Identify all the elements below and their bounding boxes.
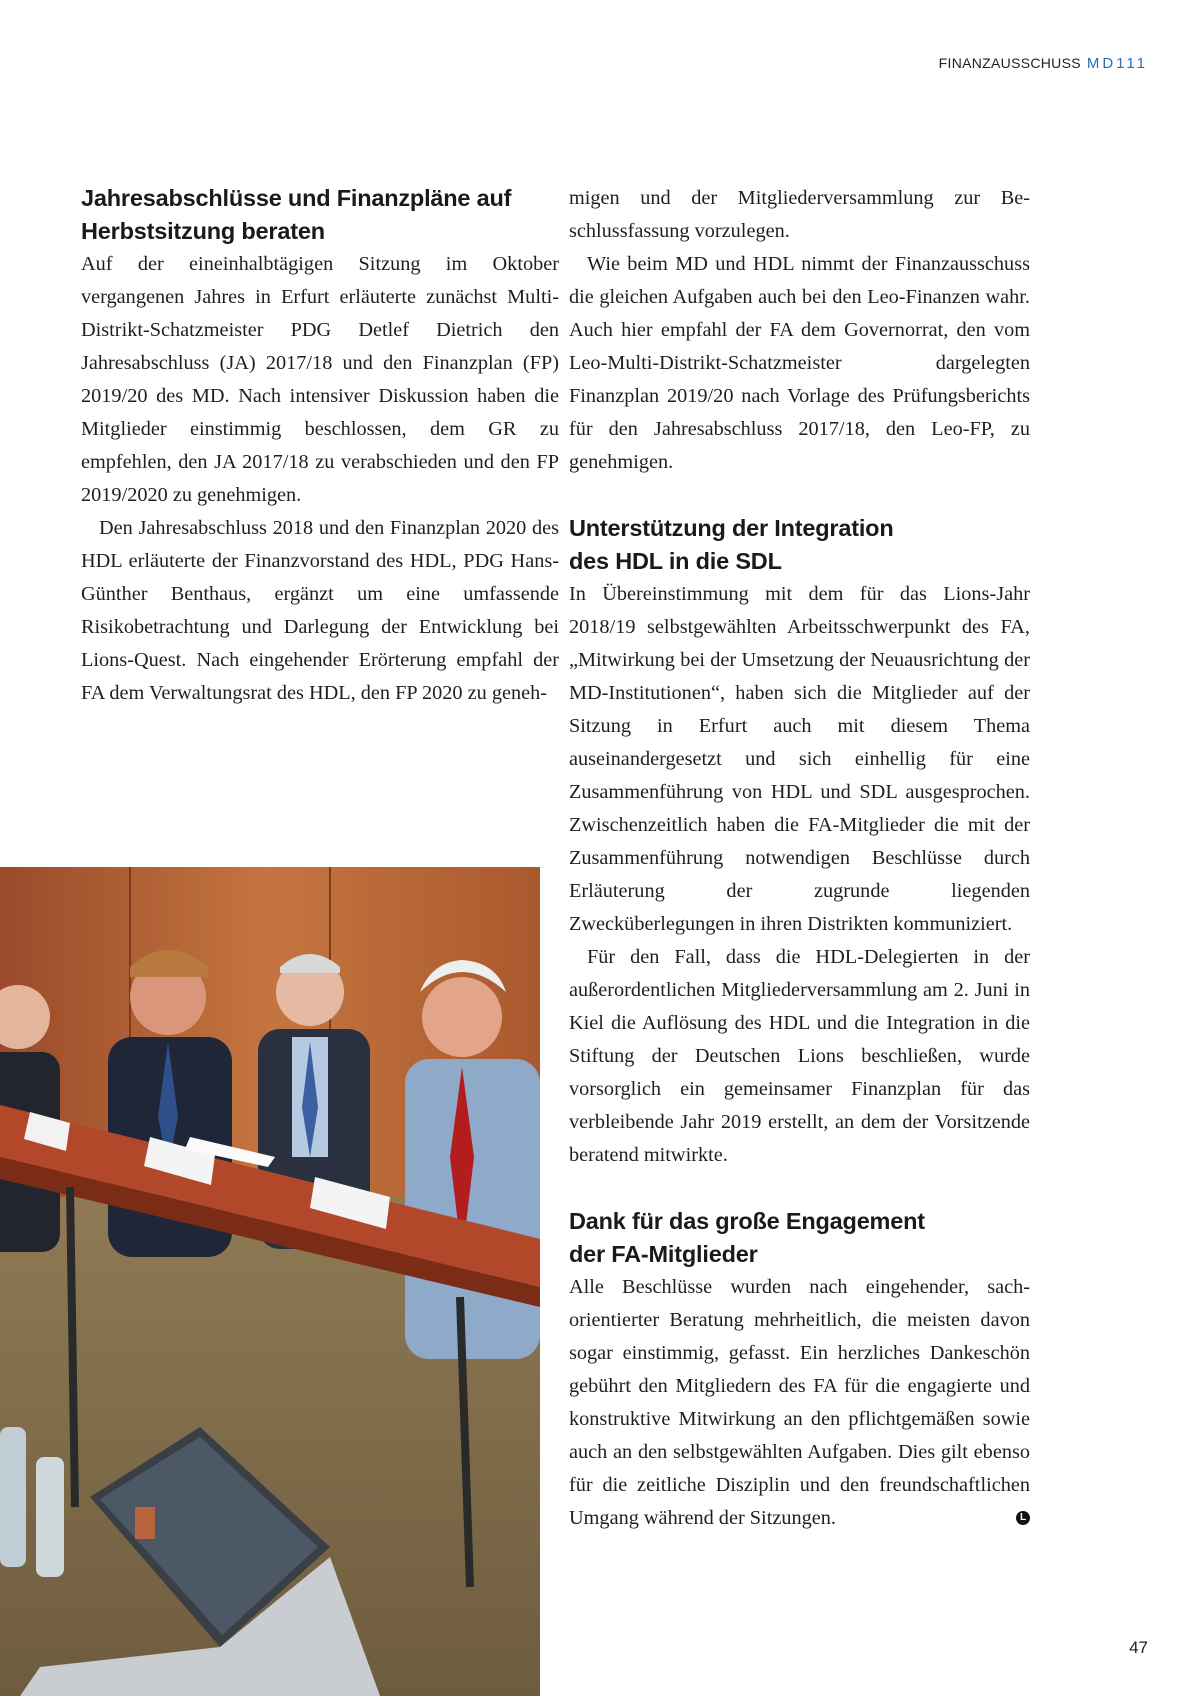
right-column: [569, 182, 1030, 1535]
section-heading-thanks: [569, 1205, 1030, 1271]
heading-line-2: Herbstsitzung beraten: [81, 218, 325, 244]
lions-end-icon: L: [1016, 1511, 1030, 1525]
paragraph-integration-1: In Übereinstimmung mit dem für das Lions-Jahr 2018/19 selbstgewählten Arbeitsschwerpunkt des FA, „Mitwirkung bei der Umsetzung der Neuausrichtung der MD-Institutionen“, haben sich die Mitglieder auf der Sitzung in Erfurt auch mit diesem Thema auseinandergesetzt und sich einhellig für eine Zusammenführung von HDL und SDL ausgesprochen. Zwischenzeitlich haben die FA-Mitglieder die mit der Zusammenführung notwendigen Beschlüsse durch Erläuterung der zugrunde liegenden Zwecküberlegungen in ihren Distrikten kommuniziert.: [569, 583, 1030, 935]
paragraph-continuation: migen und der Mitgliederversammlung zur Beschlussfassung vorzulegen.: [569, 187, 1030, 242]
heading-line-2: der FA-Mitglieder: [569, 1241, 758, 1267]
meeting-photo-illustration: [0, 867, 540, 1696]
heading-line-1: Unterstützung der Integration: [569, 515, 894, 541]
article-heading: [81, 182, 559, 248]
paragraph-2: Den Jahresabschluss 2018 und den Finanzplan 2020 des HDL erläuterte der Finanzvorstand des HDL, PDG Hans-Günther Benthaus, ergänzt um eine umfassende Risikobetrachtung und Darlegung der Entwicklung bei Lions-Quest. Nach eingehender Erörterung empfahl der FA dem Verwaltungsrat des HDL, den FP 2020 zu geneh-: [81, 517, 559, 704]
section-name: FINANZAUSSCHUSS: [938, 55, 1081, 71]
heading-line-1: Jahresabschlüsse und Finanzpläne auf: [81, 185, 512, 211]
paragraph-thanks: [569, 1271, 1030, 1535]
paragraph-3: Wie beim MD und HDL nimmt der Finanzausschuss die gleichen Aufgaben auch bei den Leo-Finanzen wahr. Auch hier empfahl der FA dem Governorrat, den vom Leo-Multi-Distrikt-Schatzmeister dargelegten Finanzplan 2019/20 nach Vorlage des Prüfungsberichts für den Jahresabschluss 2017/18, den Leo-FP, zu genehmigen.: [569, 253, 1030, 473]
paragraph-thanks-text: Alle Beschlüsse wurden nach eingehender, sachorientierter Beratung mehrheitlich, die meisten davon sogar einstimmig, gefasst. Ein herzliches Dankeschön gebührt den Mitgliedern des FA für die engagierte und konstruktive Mitwirkung an den pflichtgemäßen sowie auch an den selbstgewählten Aufgaben. Dies gilt ebenso für die zeitliche Disziplin und den freundschaftlichen Umgang während der Sitzungen.: [569, 1276, 1030, 1529]
page-number: 47: [1129, 1638, 1148, 1657]
left-column: [81, 182, 559, 710]
meeting-photo: [0, 867, 540, 1696]
running-head: [939, 55, 1148, 72]
section-heading-integration: [569, 512, 1030, 578]
paragraph-1: Auf der eineinhalbtägigen Sitzung im Oktober vergangenen Jahres in Erfurt erläuterte zunächst Multi-Distrikt-Schatzmeister PDG Detlef Dietrich den Jahresabschluss (JA) 2017/18 und den Finanzplan (FP) 2019/20 des MD. Nach intensiver Diskussion haben die Mitglieder einstimmig beschlossen, dem GR zu empfehlen, den JA 2017/18 zu verabschieden und den FP 2019/2020 zu genehmigen.: [81, 253, 559, 506]
paragraph-integration-2: Für den Fall, dass die HDL-Delegierten in der außerordentlichen Mitgliederversammlung am 2. Juni in Kiel die Auflösung des HDL und die Integration in die Stiftung der Deutschen Lions beschließen, wurde vorsorglich ein gemeinsamer Finanzplan für das verbleibende Jahr 2019 erstellt, an dem der Vorsitzende beratend mitwirkte.: [569, 946, 1030, 1166]
heading-line-1: Dank für das große Engagement: [569, 1208, 925, 1234]
district-code: MD111: [1086, 55, 1148, 72]
heading-line-2: des HDL in die SDL: [569, 548, 782, 574]
